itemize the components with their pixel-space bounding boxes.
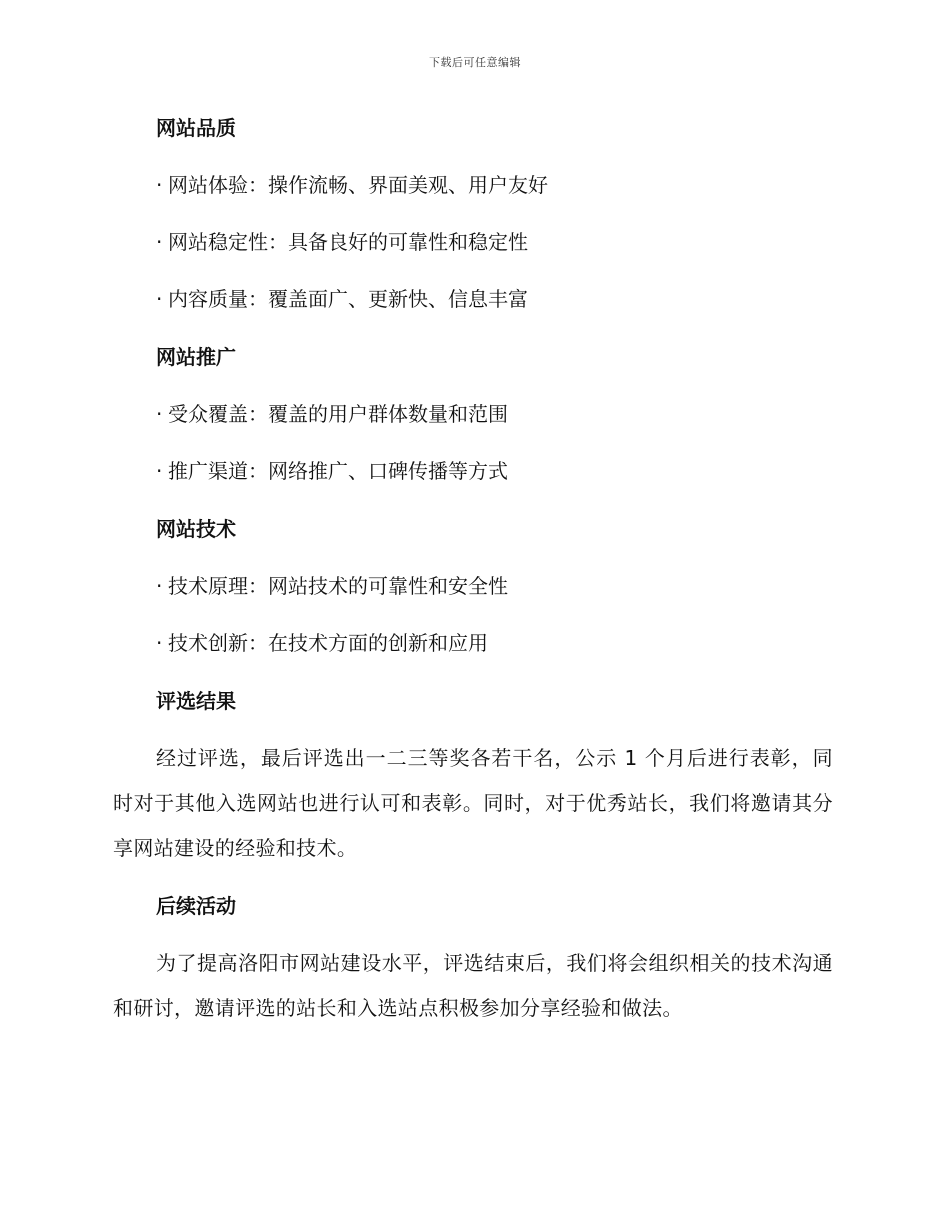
section-heading: 网站推广 — [156, 345, 236, 369]
bullet-dot: · — [156, 574, 163, 598]
bullet-item — [156, 572, 508, 600]
section-heading: 网站品质 — [156, 116, 236, 140]
bullet-item — [156, 400, 508, 428]
body-paragraph: 经过评选，最后评选出一二三等奖各若干名，公示 1 个月后进行表彰，同时对于其他入选网站也进行认可和表彰。同时，对于优秀站长，我们将邀请其分享网站建设的经验和技术。 — [113, 746, 833, 860]
bullet-item — [156, 285, 528, 313]
bullet-dot: · — [156, 631, 163, 655]
bullet-text: 技术创新：在技术方面的创新和应用 — [168, 631, 488, 655]
bullet-dot: · — [156, 230, 163, 254]
bullet-text: 网站体验：操作流畅、界面美观、用户友好 — [168, 173, 548, 197]
bullet-dot: · — [156, 402, 163, 426]
bullet-dot: · — [156, 173, 163, 197]
bullet-dot: · — [156, 287, 163, 311]
page-header: 下载后可任意编辑 — [429, 56, 521, 69]
bullet-text: 技术原理：网站技术的可靠性和安全性 — [168, 574, 508, 598]
bullet-item — [156, 171, 548, 199]
bullet-text: 受众覆盖：覆盖的用户群体数量和范围 — [168, 402, 508, 426]
section-heading: 后续活动 — [156, 894, 236, 918]
section-heading: 评选结果 — [156, 689, 236, 713]
bullet-text: 网站稳定性：具备良好的可靠性和稳定性 — [168, 230, 528, 254]
bullet-text: 推广渠道：网络推广、口碑传播等方式 — [168, 459, 508, 483]
bullet-dot: · — [156, 459, 163, 483]
bullet-item — [156, 457, 508, 485]
bullet-text: 内容质量：覆盖面广、更新快、信息丰富 — [168, 287, 528, 311]
bullet-item — [156, 228, 528, 256]
section-heading: 网站技术 — [156, 517, 236, 541]
body-paragraph: 为了提高洛阳市网站建设水平，评选结束后，我们将会组织相关的技术沟通和研讨，邀请评选的站长和入选站点积极参加分享经验和做法。 — [113, 951, 833, 1020]
bullet-item — [156, 629, 488, 657]
